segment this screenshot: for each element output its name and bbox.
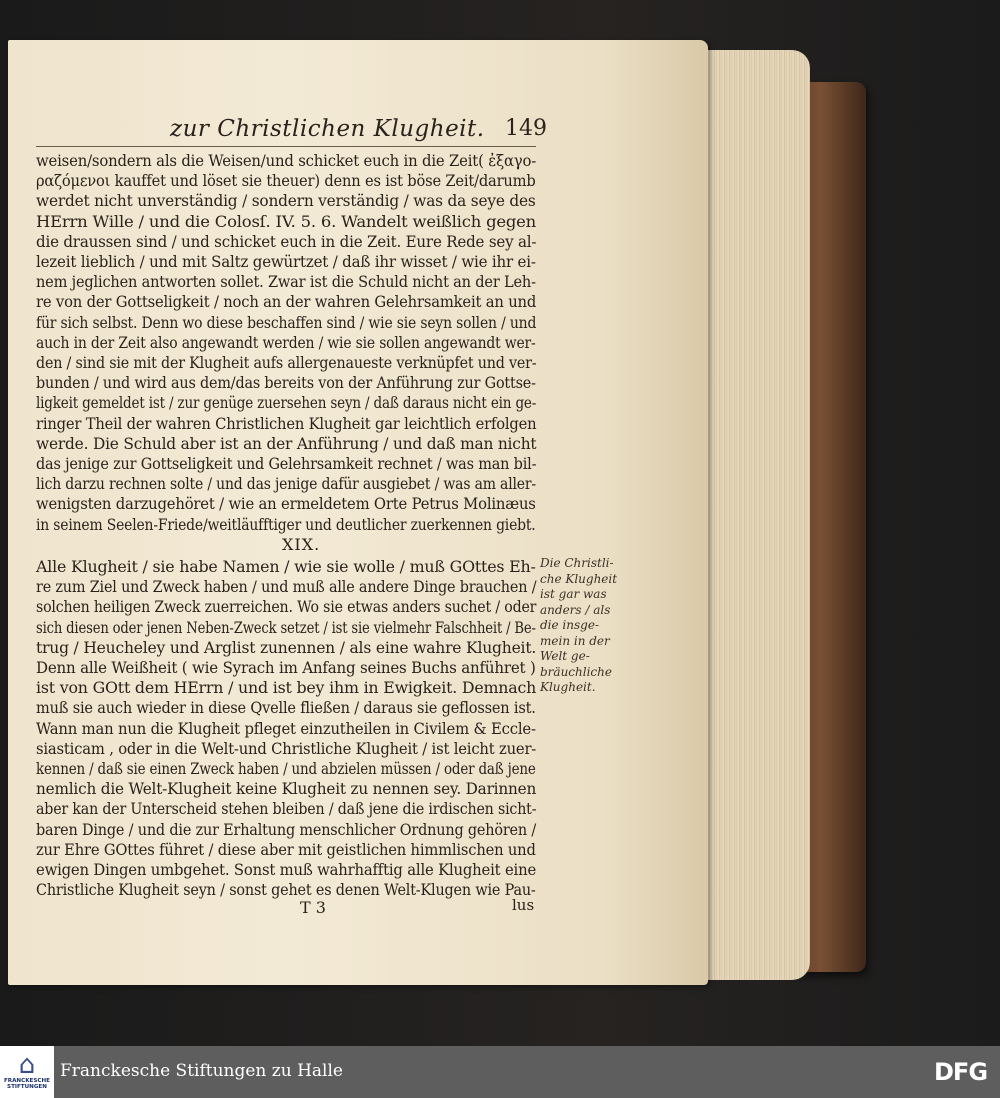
page-number: 149 xyxy=(505,116,547,141)
text-line: sich diesen oder jenen Neben-Zweck setzet / ist sie vielmehr Falschheit / Be- xyxy=(36,618,536,637)
text-line: solchen heiligen Zweck zuerreichen. Wo sie etwas anders suchet / oder xyxy=(36,598,537,617)
text-line: kennen / daß sie einen Zweck haben / und abzielen müssen / oder daß jene xyxy=(36,760,536,778)
marginal-note-line: mein in der xyxy=(540,633,610,648)
text-line: nem jeglichen antworten sollet. Zwar ist die Schuld nicht an der Leh- xyxy=(36,273,536,292)
running-head: zur Christlichen Klugheit. xyxy=(170,116,485,142)
text-line: Denn alle Weißheit ( wie Syrach im Anfang seines Buchs anführet ) xyxy=(36,659,536,677)
page-edges xyxy=(690,50,810,980)
text-line: ringer Theil der wahren Christlichen Klugheit gar leichtlich erfolgen xyxy=(36,414,537,433)
marginal-note-line: Welt ge- xyxy=(540,649,590,663)
text-line: Wann man nun die Klugheit pfleget einzutheilen in Civilem & Eccle- xyxy=(36,719,536,738)
text-line: ewigen Dingen umbgehet. Sonst muß wahrhafftig alle Klugheit eine xyxy=(36,861,537,879)
text-line: Alle Klugheit / sie habe Namen / wie sie wolle / muß GOttes Eh- xyxy=(36,558,536,576)
institution-logo-text: FRANCKESCHE STIFTUNGEN xyxy=(3,1078,51,1090)
text-line: HErrn Wille / und die Colosſ. IV. 5. 6. Wandelt weißlich gegen xyxy=(36,212,537,231)
marginal-note-line: Die Christli- xyxy=(540,556,614,570)
marginal-note-line: anders / als xyxy=(540,602,611,617)
text-line: baren Dinge / und die zur Erhaltung menschlicher Ordnung gehören / xyxy=(36,820,537,839)
text-line: ist von GOtt dem HErrn / und ist bey ihm in Ewigkeit. Demnach xyxy=(36,679,537,698)
marginal-note-line: bräuchliche xyxy=(540,664,612,679)
section-heading: XIX. xyxy=(282,535,321,554)
text-line: ligkeit gemeldet ist / zur genüge zuersehen seyn / daß daraus nicht ein ge- xyxy=(36,394,537,413)
text-line: wenigsten darzugehöret / wie an ermeldetem Orte Petrus Molinæus xyxy=(36,495,536,514)
text-line: den / sind sie mit der Klugheit aufs allergenaueste verknüpfet und ver- xyxy=(36,354,537,372)
text-line: das jenige zur Gottseligkeit und Gelehrsamkeit rechnet / was man bil- xyxy=(36,455,537,473)
marginal-note-line: die insge- xyxy=(540,618,599,632)
text-line: aber kan der Unterscheid stehen bleiben / daß jene die irdischen sicht- xyxy=(36,800,537,819)
marginal-note-line: Klugheit. xyxy=(540,680,596,694)
text-line: lezeit lieblich / und mit Saltz gewürtzet / daß ihr wisset / wie ihr ei- xyxy=(36,253,536,271)
institution-logo[interactable] xyxy=(0,1046,54,1098)
header-rule xyxy=(36,146,536,147)
dfg-logo[interactable]: DFG xyxy=(934,1058,988,1086)
text-line: für sich selbst. Denn wo diese beschaffen sind / wie sie seyn sollen / und xyxy=(36,313,537,332)
text-line: auch in der Zeit also angewandt werden / wie sie sollen angewandt wer- xyxy=(36,333,536,352)
text-line: werde. Die Schuld aber ist an der Anführung / und daß man nicht xyxy=(36,434,537,453)
text-line: in seinem Seelen-Friede/weitläufftiger und deutlicher zuerkennen giebt. xyxy=(36,515,536,534)
text-line: die draussen sind / und schicket euch in die Zeit. Eure Rede sey al- xyxy=(36,232,537,251)
footer-title: Franckesche Stiftungen zu Halle xyxy=(60,1061,343,1081)
building-icon: ⌂ xyxy=(18,1050,36,1080)
text-line: trug / Heucheley und Arglist zunennen / als eine wahre Klugheit. xyxy=(36,638,537,657)
marginal-note-line: che Klugheit xyxy=(540,571,618,586)
text-line: werdet nicht unverständig / sondern verständig / was da seye des xyxy=(36,192,536,211)
text-line: lich darzu rechnen solte / und das jenige dafür ausgiebet / was am aller- xyxy=(36,475,536,494)
signature-mark: T 3 xyxy=(300,898,326,917)
text-line: nemlich die Welt-Klugheit keine Klugheit zu nennen sey. Darinnen xyxy=(36,780,537,799)
text-line: Christliche Klugheit seyn / sonst gehet es denen Welt-Klugen wie Pau- xyxy=(36,881,536,900)
catchword: lus xyxy=(512,896,535,914)
text-line: re zum Ziel und Zweck haben / und muß alle andere Dinge brauchen / xyxy=(36,578,537,597)
text-line: zur Ehre GOttes führet / diese aber mit geistlichen himmlischen und xyxy=(36,840,536,859)
text-line: muß sie auch wieder in diese Qvelle fließen / daraus sie geflossen ist. xyxy=(36,699,536,718)
text-line: weisen/sondern als die Weisen/und schicket euch in die Zeit( ἐξαγο- xyxy=(36,152,537,170)
text-line: re von der Gottseligkeit / noch an der wahren Gelehrsamkeit an und xyxy=(36,293,537,312)
text-line: bunden / und wird aus dem/das bereits von der Anführung zur Gottse- xyxy=(36,374,536,393)
text-line: siasticam , oder in die Welt-und Christliche Klugheit / ist leicht zuer- xyxy=(36,739,537,758)
text-line: ραζόμενοι kauffet und löset sie theuer) denn es ist böse Zeit/darumb xyxy=(36,172,536,191)
viewer-footer xyxy=(0,1046,1000,1098)
marginal-note-line: ist gar was xyxy=(540,587,607,601)
